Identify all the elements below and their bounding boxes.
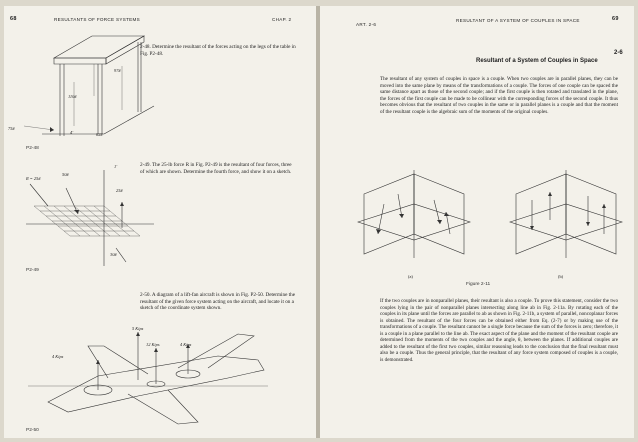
figure-2-11b	[506, 164, 616, 264]
left-chapter: CHAP. 2	[272, 17, 292, 22]
figure-2-11a-label: (a)	[408, 274, 413, 279]
p249-label-25: 25#	[116, 188, 123, 193]
p249-label-r: R = 25#	[26, 176, 41, 181]
figure-p2-49	[34, 166, 184, 256]
section-number: 2-6	[614, 50, 623, 56]
left-page	[4, 6, 316, 438]
p248-label-62: 62#	[96, 132, 103, 137]
p249-label-1ft: 1'	[114, 164, 118, 169]
paragraph-2: If the two couples are in nonparallel planes, their resultant is also a couple. To prove this statement, consider the two couples lying in the pair of nonparallel planes intersecting along line ab in Fig. 2-11a. By rotating each of the couples in its plane until the forces are parallel to ab as shown in Fig. 2-11b, a system of parallel, noncoplanar forces is obtained. The resultant of the four forces can be obtained either from Eq. (2-7) or by making use of the transformations of a couple. The resultant cannot be a single force because the sum of the forces is zero; therefore, it is a couple in a plane parallel to the line ab. The exact aspect of the plane and the moment of the resultant couple are determined from the moments of the two couples and the angle, θ, between the planes. If additional couples are added to the resultant of the first two couples, similar reasoning leads to the conclusion that the final resultant must also be a couple. Thus the general principle, that the resultant of any force system composed of couples is a couple, is demonstrated.	[380, 298, 618, 363]
p248-label-4ft: 4'	[70, 130, 74, 135]
right-page-number: 69	[612, 16, 619, 22]
p249-label-50: 50#	[62, 172, 69, 177]
p250-label-12k: 12 Kips	[146, 342, 160, 347]
paragraph-1: The resultant of any system of couples in space is a couple. When two couples are in parallel planes, they can be moved into the same plane by means of the transformations of a couple. The forces of one couple can be spaced the same distance apart as those of the second couple; and if the first couple is then rotated and translated in the plane, the forces of the first couple can be made to be collinear with the corresponding forces of the second couple. It thus becomes obvious that the resultant of two couples in the same or in parallel planes is a couple and that the moment of the resultant couple is the algebraic sum of the moments of the original couples.	[380, 76, 618, 115]
p248-label-75: 75#	[8, 126, 15, 131]
figure-2-11a	[354, 164, 464, 264]
problem-2-50: 2-50. A diagram of a lift-fan aircraft is shown in Fig. P2-50. Determine the resultant of the given force system acting on the aircraft, and locate it on a sketch of the coordinate system shown.	[140, 292, 296, 312]
caption-p2-50: P2-50	[26, 428, 39, 433]
figure-2-11-caption: Figure 2-11	[466, 282, 491, 287]
right-page	[320, 6, 634, 438]
caption-p2-49: P2-49	[26, 268, 39, 273]
left-running-head: RESULTANTS OF FORCE SYSTEMS	[54, 17, 141, 22]
problem-2-48: 2-48. Determine the resultant of the forces acting on the legs of the table in Fig. P2-48.	[140, 44, 296, 57]
p250-label-4k-b: 4 Kips	[52, 354, 64, 359]
p250-label-5k: 5 Kips	[132, 326, 144, 331]
figure-p2-48	[34, 26, 174, 126]
p248-label-110: 110#	[68, 94, 77, 99]
figure-2-11b-label: (b)	[558, 274, 564, 279]
section-title: Resultant of a System of Couples in Space	[476, 58, 598, 64]
p248-label-97: 97#	[114, 68, 121, 73]
p249-label-30: 30#	[110, 252, 117, 257]
right-art-label: ART. 2-6	[356, 22, 377, 27]
left-page-number: 68	[10, 16, 17, 22]
figure-p2-50	[28, 316, 278, 426]
caption-p2-48: P2-48	[26, 146, 39, 151]
problem-2-49: 2-49. The 25-lb force R in Fig. P2-49 is the resultant of four forces, three of which are shown. Determine the fourth force, and show it on a sketch.	[140, 162, 292, 175]
p250-label-4k-a: 4 Kips	[180, 342, 192, 347]
right-running-head: RESULTANT OF A SYSTEM OF COUPLES IN SPACE	[456, 18, 580, 23]
